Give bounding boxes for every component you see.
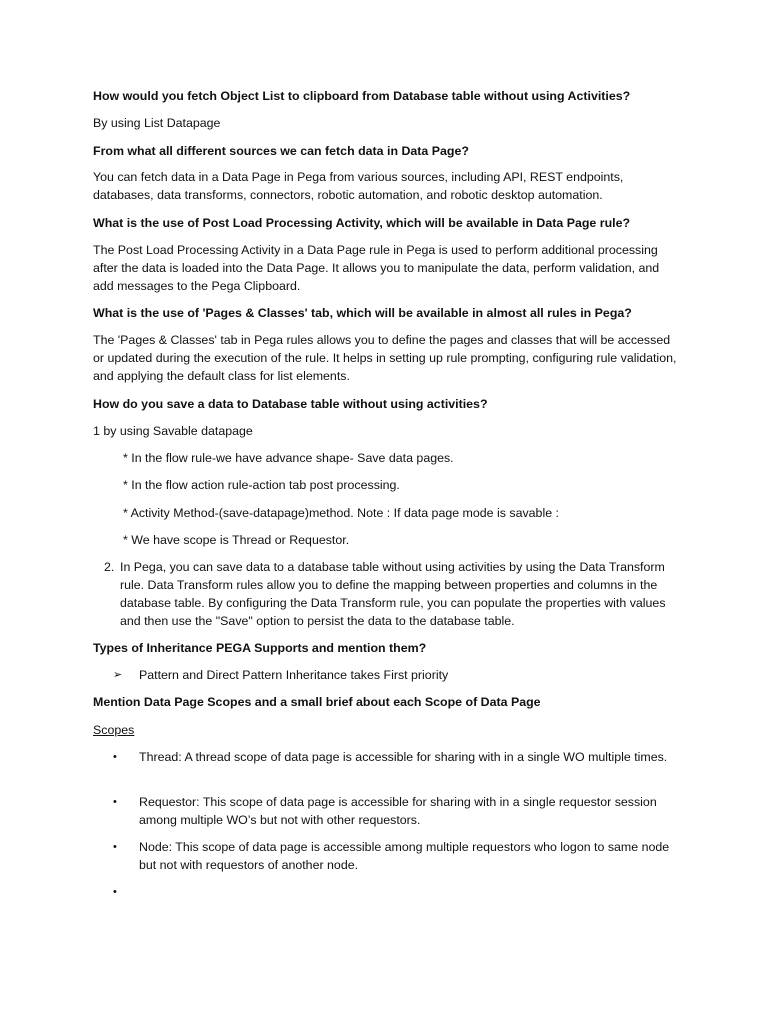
save-intro: 1 by using Savable datapage: [93, 424, 253, 438]
bullet-icon: •: [113, 886, 117, 898]
question-data-sources: From what all different sources we can fetch data in Data Page?: [93, 144, 469, 158]
save-point: * Activity Method-(save-datapage)method. Note : If data page mode is savable :: [123, 506, 559, 520]
bullet-icon: •: [113, 751, 117, 763]
inheritance-item: [113, 666, 683, 684]
question-pages-classes: What is the use of 'Pages & Classes' tab, which will be available in almost all rules in Pega?: [93, 306, 632, 320]
answer-object-list: By using List Datapage: [93, 116, 221, 130]
list-number: 2.: [104, 560, 115, 574]
bullet-icon: •: [113, 841, 117, 853]
answer-pages-classes: The 'Pages & Classes' tab in Pega rules allows you to define the pages and classes that will be accessed or updated during the execution of the rule. It helps in setting up rule prompting, configuring rule validation, and applying the default class for list elements.: [93, 333, 677, 383]
arrow-bullet-icon: ➢: [113, 669, 123, 681]
save-point: * We have scope is Thread or Requestor.: [123, 533, 350, 547]
bullet-icon: •: [113, 796, 117, 808]
question-post-load: What is the use of Post Load Processing Activity, which will be available in Data Page rule?: [93, 216, 631, 230]
scope-thread: Thread: A thread scope of data page is accessible for sharing with in a single WO multiple times.: [139, 750, 668, 764]
scopes-heading: Scopes: [93, 723, 135, 737]
answer-data-sources: You can fetch data in a Data Page in Pega from various sources, including API, REST endpoints, databases, data transforms, connectors, robotic automation, and robotic desktop automation.: [93, 170, 624, 202]
save-item-2: [104, 558, 684, 630]
list-item: [113, 883, 683, 901]
scope-node: Node: This scope of data page is accessible among multiple requestors who logon to same node but not with requestors of another node.: [139, 840, 670, 872]
question-save-data: How do you save a data to Database table without using activities?: [93, 397, 488, 411]
question-object-list: How would you fetch Object List to clipboard from Database table without using Activities?: [93, 89, 631, 103]
save-point: * In the flow action rule-action tab post processing.: [123, 478, 400, 492]
list-item: [113, 748, 683, 766]
inheritance-item-text: Pattern and Direct Pattern Inheritance takes First priority: [139, 668, 449, 682]
scope-empty: [139, 883, 683, 901]
list-item: [113, 838, 683, 874]
answer-post-load: The Post Load Processing Activity in a Data Page rule in Pega is used to perform additional processing after the data is loaded into the Data Page. It allows you to manipulate the data, perform validation, and add messages to the Pega Clipboard.: [93, 243, 660, 293]
scope-requestor: Requestor: This scope of data page is accessible for sharing with in a single requestor session among multiple WO’s but not with other requestors.: [139, 795, 657, 827]
question-inheritance: Types of Inheritance PEGA Supports and mention them?: [93, 641, 427, 655]
list-item: [113, 793, 683, 829]
question-scopes: Mention Data Page Scopes and a small brief about each Scope of Data Page: [93, 695, 541, 709]
save-item-2-text: In Pega, you can save data to a database table without using activities by using the Data Transform rule. Data Transform rules allow you to define the mapping between properties and columns in the database table. By configuring the Data Transform rule, you can populate the properties with values and then use the "Save" option to persist the data to the database table.: [120, 560, 666, 628]
save-point: * In the flow rule-we have advance shape- Save data pages.: [123, 451, 454, 465]
